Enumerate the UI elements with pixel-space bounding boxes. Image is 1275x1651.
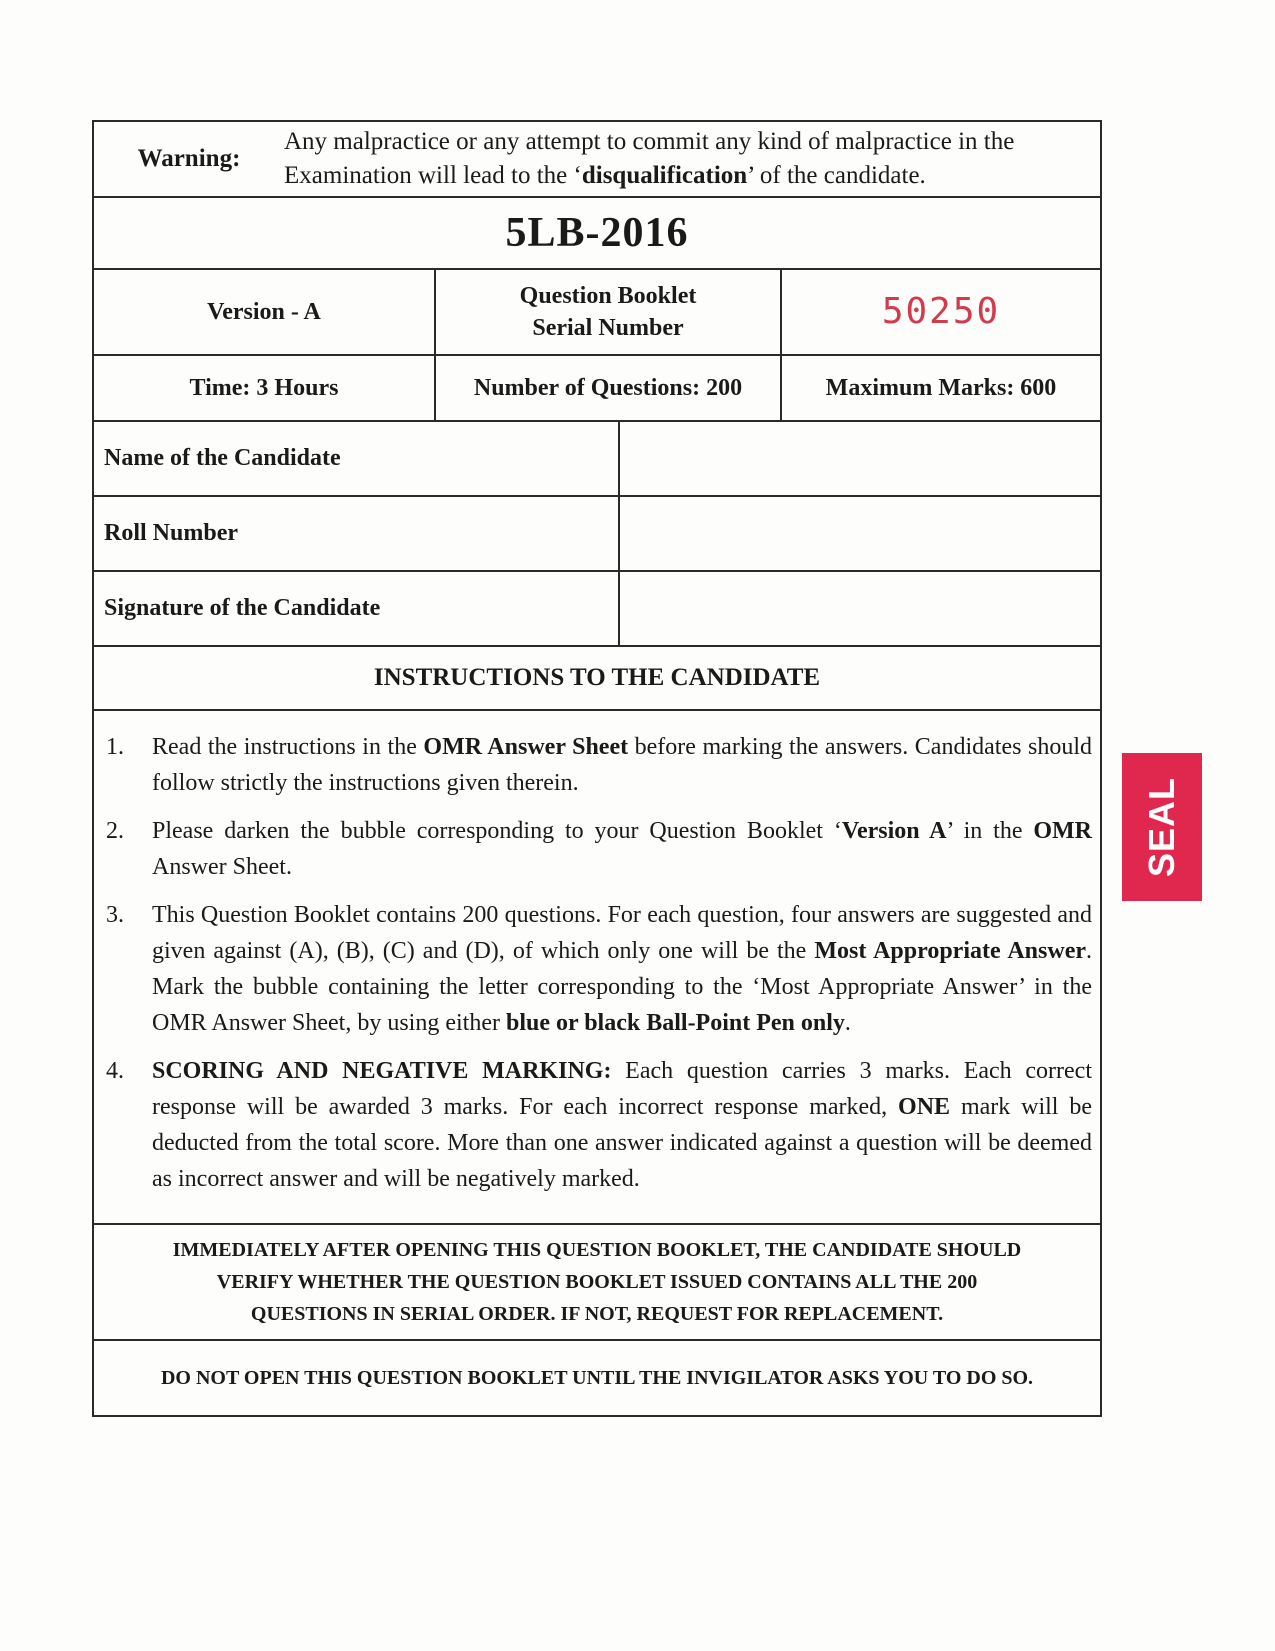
exam-code-row (94, 198, 1100, 270)
roll-number-field[interactable] (620, 497, 1100, 570)
instruction-text-part: ’ in the (946, 818, 1034, 844)
signature-label: Signature of the Candidate (94, 572, 620, 645)
instruction-text-bold: Most Appropriate Answer (814, 938, 1086, 964)
question-booklet-cover (92, 120, 1102, 1417)
seal-sticker (1122, 753, 1202, 901)
seal-label: SEAL (1141, 776, 1183, 878)
instruction-text (152, 813, 1092, 885)
candidate-name-label: Name of the Candidate (94, 422, 620, 495)
instruction-text-part: Each question carries 3 marks. Each correct response will be awarded 3 marks. For each incorrect response marked, (152, 1058, 1092, 1120)
instruction-text-part: before marking the answers. Candidates should follow strictly the instructions given therein. (152, 734, 1093, 796)
candidate-name-field[interactable] (620, 422, 1100, 495)
booklet-serial-label-line2: Serial Number (532, 315, 684, 341)
instruction-number: 2. (106, 818, 124, 844)
signature-field[interactable] (620, 572, 1100, 645)
booklet-serial-label (436, 270, 782, 354)
notice-line: QUESTIONS IN SERIAL ORDER. IF NOT, REQUEST FOR REPLACEMENT. (250, 1303, 944, 1325)
exam-time: Time: 3 Hours (94, 356, 436, 420)
instruction-text-part: . (844, 1010, 851, 1036)
instruction-number: 3. (106, 902, 124, 928)
instruction-text-part: This Question Booklet contains 200 questions. For each question, four answers are suggested and given against (A), (B), (C) and (D), of which only one will be the (152, 902, 1092, 964)
roll-number-label: Roll Number (94, 497, 620, 570)
candidate-name-row (94, 422, 1100, 497)
question-count: Number of Questions: 200 (436, 356, 782, 420)
instructions-heading: INSTRUCTIONS TO THE CANDIDATE (94, 647, 1100, 711)
booklet-serial-number: 50250 (881, 291, 1001, 332)
instructions-list (94, 711, 1100, 1225)
warning-text-part: Any malpractice or any attempt to commit any kind of malpractice in the Examination will lead to the ‘ (284, 128, 1015, 189)
version-label: Version - A (94, 270, 436, 354)
exam-meta-row (94, 356, 1100, 422)
instruction-text-part: . Mark the bubble containing the letter corresponding to the ‘Most Appropriate Answer’ in the OMR Answer Sheet, by using either (152, 938, 1092, 1036)
warning-text-bold: disqualification (581, 162, 748, 189)
instruction-text-bold: OMR (1033, 818, 1093, 844)
instruction-text-bold: SCORING AND NEGATIVE MARKING: (152, 1058, 612, 1084)
instruction-text (152, 1053, 1092, 1197)
warning-label: Warning: (137, 145, 241, 172)
instruction-text-bold: Version A (841, 818, 947, 844)
booklet-serial-cell (782, 270, 1100, 354)
signature-row (94, 572, 1100, 647)
do-not-open-notice: DO NOT OPEN THIS QUESTION BOOKLET UNTIL THE INVIGILATOR ASKS YOU TO DO SO. (160, 1366, 1034, 1389)
instruction-text-bold: blue or black Ball-Point Pen only (505, 1010, 845, 1036)
warning-row (94, 122, 1100, 198)
instruction-item (102, 813, 1092, 885)
instruction-text-part: Read the instructions in the (152, 734, 424, 760)
notice-line: IMMEDIATELY AFTER OPENING THIS QUESTION BOOKLET, THE CANDIDATE SHOULD (172, 1239, 1022, 1261)
instruction-text (152, 897, 1092, 1041)
instruction-number: 1. (106, 734, 124, 760)
warning-text-part: ’ of the candidate. (747, 162, 926, 189)
booklet-serial-label-line1: Question Booklet (519, 283, 697, 309)
warning-text (284, 125, 1100, 193)
max-marks: Maximum Marks: 600 (825, 375, 1057, 401)
instruction-text-part: Answer Sheet. (152, 854, 292, 880)
instruction-text-bold: OMR Answer Sheet (423, 734, 629, 760)
instruction-text-bold: ONE (898, 1094, 951, 1120)
instruction-item (102, 897, 1092, 1041)
instruction-text-part: mark will be deducted from the total score. More than one answer indicated against a question will be deemed as incorrect answer and will be negatively marked. (152, 1094, 1092, 1192)
notice-line: VERIFY WHETHER THE QUESTION BOOKLET ISSUED CONTAINS ALL THE 200 (216, 1271, 978, 1293)
verification-notice (94, 1225, 1100, 1341)
instruction-number: 4. (106, 1058, 124, 1084)
instruction-item (102, 1053, 1092, 1197)
instruction-text-part: Please darken the bubble corresponding to your Question Booklet ‘ (152, 818, 842, 844)
roll-number-row (94, 497, 1100, 572)
instruction-text (152, 729, 1092, 801)
exam-code: 5LB-2016 (505, 210, 689, 256)
version-row (94, 270, 1100, 356)
instruction-item (102, 729, 1092, 801)
